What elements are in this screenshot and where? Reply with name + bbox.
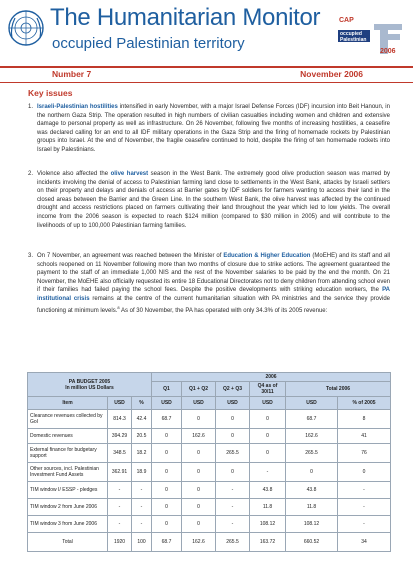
table-cell: 162.6 bbox=[182, 533, 216, 552]
table-cell: 362.91 bbox=[108, 463, 132, 482]
table-cell: 11.8 bbox=[286, 499, 338, 516]
paragraph-1: 1. Israeli-Palestinian hostilities intensified in early November, with a major Israel Defense Forces (IDF) incursion into Beit Hanoun, in the northern Gaza Strip. The operation resulted in high numbers of civilian casualties including women and children and extensive damage to personal property as well as infrastructure. On 26 November, following five months of increasing hostilities, a ceasefire was declared calling for an end to all IDF military operations in the Gaza Strip and the firing of homemade rockets by Palestinian groups into Israel. At the end of November, the fragile ceasefire continued to hold, despite the firing of ten homemade rockets into Israel by Palestinians. bbox=[28, 104, 390, 153]
table-title: PA BUDGET 2005 In million US Dollars bbox=[28, 373, 152, 397]
table-cell: 0 bbox=[182, 410, 216, 429]
table-cell: 0 bbox=[152, 499, 182, 516]
publication-subtitle: occupied Palestinian territory bbox=[52, 35, 245, 52]
table-cell: 0 bbox=[182, 516, 216, 533]
highlight-term: PA institutional crisis bbox=[37, 287, 390, 302]
table-cell: - bbox=[216, 516, 250, 533]
table-cell: 68.7 bbox=[286, 410, 338, 429]
row-label: Clearance revenues collected by GoI bbox=[28, 410, 108, 429]
table-cell: 265.5 bbox=[216, 444, 250, 463]
table-cell: 0 bbox=[338, 463, 391, 482]
table-cell: - bbox=[132, 482, 152, 499]
column-header: % of 2005 bbox=[338, 397, 391, 410]
cap-label: CAP bbox=[339, 17, 354, 24]
paragraph-3: 3. On 7 November, an agreement was reached between the Minister of Education & Higher Education (MoEHE) and its staff and all schools reopened on 11 November following more than two months of closure due to strike actions. The agreement guaranteed the payment to the staff of an immediate 1,000 NIS and the rest of the November salaries to be paid by the end the month. On 21 November, the MoEHE also officially requested its entire 18 Educational Directorates not to deny children from attending school even if their families had failed paying the school fees. Despite the positive developments with striking education workers, the PA institutional crisis remains at the centre of the current humanitarian situation with PA ministries and the service they provide functioning at minimum levels.$^8$ As of 30 November, the PA has operated with only 34.3% of its 2005 revenue: bbox=[28, 253, 390, 314]
table-cell: - bbox=[108, 482, 132, 499]
section-heading: Key issues bbox=[28, 88, 73, 98]
table-cell: - bbox=[132, 499, 152, 516]
issue-bar bbox=[0, 69, 413, 82]
footnote-ref: 8 bbox=[117, 304, 120, 310]
year-header: 2006 bbox=[152, 373, 391, 382]
table-row bbox=[28, 499, 391, 516]
table-total-row bbox=[28, 533, 391, 552]
table-cell: - bbox=[108, 499, 132, 516]
row-label: Domestic revenues bbox=[28, 429, 108, 444]
table-cell: 0 bbox=[216, 429, 250, 444]
column-header: USD bbox=[182, 397, 216, 410]
table-cell: 163.72 bbox=[250, 533, 286, 552]
highlight-term: Israeli-Palestinian hostilities bbox=[37, 104, 118, 110]
svg-text:occupied: occupied bbox=[340, 31, 362, 37]
highlight-term: olive harvest bbox=[110, 171, 149, 177]
table-cell: 1920 bbox=[108, 533, 132, 552]
table-cell: 0 bbox=[286, 463, 338, 482]
table-cell: 0 bbox=[216, 463, 250, 482]
table-cell: - bbox=[250, 463, 286, 482]
table-cell: 43.8 bbox=[286, 482, 338, 499]
table-cell: 0 bbox=[152, 463, 182, 482]
svg-text:Palestinian: Palestinian bbox=[340, 37, 367, 43]
table-cell: 0 bbox=[182, 444, 216, 463]
period-header: Total 2006 bbox=[286, 382, 391, 397]
table-cell: 660.52 bbox=[286, 533, 338, 552]
table-cell: 43.8 bbox=[250, 482, 286, 499]
row-label: TIM window 3 from June 2006 bbox=[28, 516, 108, 533]
table-cell: 162.6 bbox=[182, 429, 216, 444]
table-cell: 814.3 bbox=[108, 410, 132, 429]
period-header: Q4 as of 30/11 bbox=[250, 382, 286, 397]
table-cell: 76 bbox=[338, 444, 391, 463]
period-header: Q1 bbox=[152, 382, 182, 397]
table-cell: 348.5 bbox=[108, 444, 132, 463]
table-cell: 18.9 bbox=[132, 463, 152, 482]
table-cell: - bbox=[338, 482, 391, 499]
column-header: USD bbox=[286, 397, 338, 410]
table-row bbox=[28, 410, 391, 429]
column-header: USD bbox=[250, 397, 286, 410]
table-row bbox=[28, 429, 391, 444]
table-cell: 11.8 bbox=[250, 499, 286, 516]
row-label: Other sources, incl. Palestinian Investment Fund Assets bbox=[28, 463, 108, 482]
table-row bbox=[28, 463, 391, 482]
table-cell: 0 bbox=[182, 499, 216, 516]
table-cell: 108.12 bbox=[250, 516, 286, 533]
table-cell: 0 bbox=[152, 516, 182, 533]
table-cell: 18.2 bbox=[132, 444, 152, 463]
table-cell: 0 bbox=[152, 482, 182, 499]
table-cell: - bbox=[338, 499, 391, 516]
table-row bbox=[28, 444, 391, 463]
un-emblem-icon bbox=[6, 8, 46, 48]
table-cell: 42.4 bbox=[132, 410, 152, 429]
table-cell: 108.12 bbox=[286, 516, 338, 533]
pa-budget-table bbox=[27, 372, 391, 552]
table-cell: 162.6 bbox=[286, 429, 338, 444]
column-header: Item bbox=[28, 397, 108, 410]
table-cell: 0 bbox=[216, 410, 250, 429]
table-cell: 68.7 bbox=[152, 410, 182, 429]
publication-title: The Humanitarian Monitor bbox=[50, 4, 321, 31]
table-cell: 100 bbox=[132, 533, 152, 552]
table-cell: - bbox=[216, 499, 250, 516]
table-cell: 68.7 bbox=[152, 533, 182, 552]
highlight-term: Education & Higher Education bbox=[223, 253, 311, 259]
masthead bbox=[0, 0, 413, 79]
period-header: Q1 + Q2 bbox=[182, 382, 216, 397]
row-label: TIM window 2 from June 2006 bbox=[28, 499, 108, 516]
row-label: Total bbox=[28, 533, 108, 552]
table-cell: 20.5 bbox=[132, 429, 152, 444]
table-cell: 0 bbox=[152, 429, 182, 444]
table-cell: - bbox=[108, 516, 132, 533]
column-header: USD bbox=[152, 397, 182, 410]
table-cell: 0 bbox=[250, 429, 286, 444]
table-cell: 34 bbox=[338, 533, 391, 552]
table-cell: - bbox=[338, 516, 391, 533]
table-cell: 394.29 bbox=[108, 429, 132, 444]
issue-number: Number 7 bbox=[52, 69, 92, 79]
table-cell: 0 bbox=[182, 463, 216, 482]
table-cell: - bbox=[132, 516, 152, 533]
table-row bbox=[28, 516, 391, 533]
period-header: Q2 + Q3 bbox=[216, 382, 250, 397]
column-header: % bbox=[132, 397, 152, 410]
issue-bar-rule bbox=[0, 82, 413, 83]
issue-date: November 2006 bbox=[300, 69, 363, 79]
table-cell: 0 bbox=[152, 444, 182, 463]
table-cell: 0 bbox=[182, 482, 216, 499]
table-cell: - bbox=[216, 482, 250, 499]
column-header: USD bbox=[216, 397, 250, 410]
table-cell: 0 bbox=[250, 410, 286, 429]
table-cell: 265.5 bbox=[216, 533, 250, 552]
svg-text:2006: 2006 bbox=[380, 48, 396, 55]
table-cell: 0 bbox=[250, 444, 286, 463]
header-rule bbox=[0, 66, 413, 68]
paragraph-2: 2. Violence also affected the olive harvest season in the West Bank. The extremely good olive production season was marred by incidents involving the denial of access to Palestinian farming land close to settlements in the West Bank, attacks by Israeli settlers on their property and delays and denials of access at Barrier gates by IDF soldiers for farmers wanting to access their land in the closed areas between the Barrier and the Green Line. In the southern West Bank, the olive harvest was affected by the continued drought and access restrictions placed on farmers cultivating their land throughout the year which led to low yields. The overall income from the 2006 season is expected to reach $124 million (compared to $30 million in 2005) and will contribute to the livelihoods of up to 100,000 Palestinian farming families. bbox=[28, 171, 391, 229]
row-label: External finance for budgetary support bbox=[28, 444, 108, 463]
row-label: TIM window I/ ESSP - pledges bbox=[28, 482, 108, 499]
table-cell: 265.5 bbox=[286, 444, 338, 463]
cap-logo-icon bbox=[336, 20, 406, 60]
table-cell: 8 bbox=[338, 410, 391, 429]
column-header: USD bbox=[108, 397, 132, 410]
table-cell: 41 bbox=[338, 429, 391, 444]
table-row bbox=[28, 482, 391, 499]
